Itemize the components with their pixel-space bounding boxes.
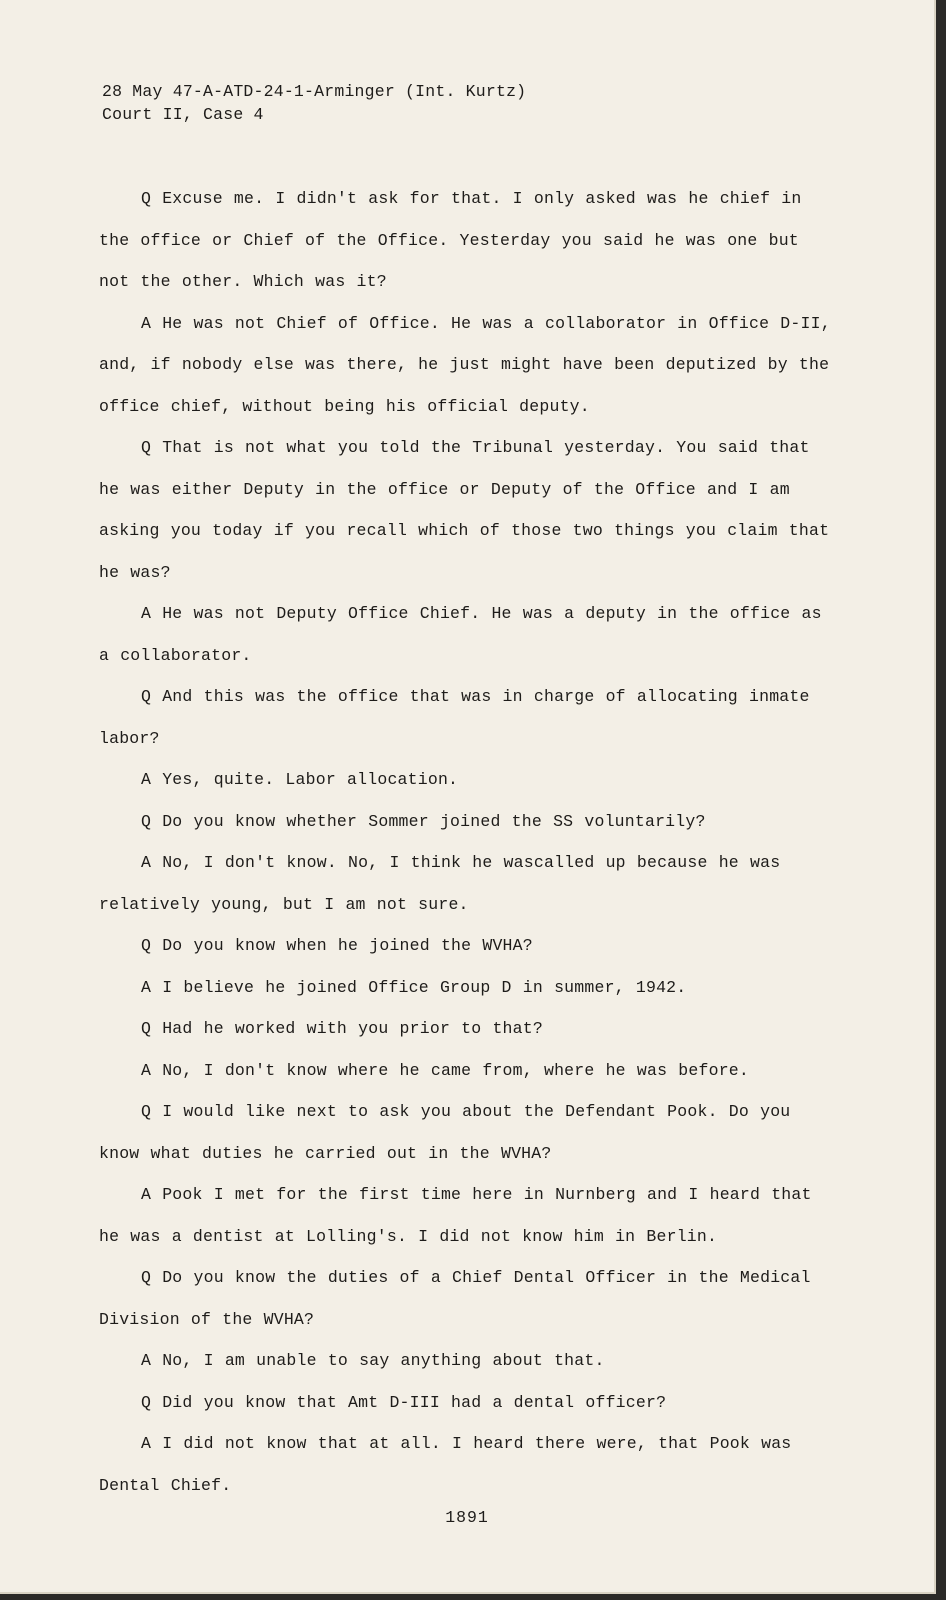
header-line-1: 28 May 47-A-ATD-24-1-Arminger (Int. Kurtz) bbox=[102, 82, 527, 101]
transcript-paragraph: A Pook I met for the first time here in Nurnberg and I heard that he was a dentist at Lolling's. I did not know him in Berlin. bbox=[99, 1185, 812, 1246]
transcript-paragraph: A No, I don't know. No, I think he wascalled up because he was relatively young, but I am not sure. bbox=[99, 853, 781, 914]
transcript-paragraph: Q I would like next to ask you about the Defendant Pook. Do you know what duties he carried out in the WVHA? bbox=[99, 1102, 791, 1163]
transcript-paragraph: Q Do you know the duties of a Chief Dental Officer in the Medical Division of the WVHA? bbox=[99, 1268, 811, 1329]
transcript-paragraph: Q That is not what you told the Tribunal yesterday. You said that he was either Deputy in the office or Deputy of the Office and I am asking you today if you recall which of those two things you claim that he was? bbox=[99, 438, 830, 582]
transcript-paragraph: A Yes, quite. Labor allocation. bbox=[141, 770, 459, 789]
transcript-body bbox=[99, 178, 839, 1506]
transcript-paragraph: Q Excuse me. I didn't ask for that. I only asked was he chief in the office or Chief of the Office. Yesterday you said he was one but not the other. Which was it? bbox=[99, 189, 802, 291]
transcript-paragraph: Q Do you know whether Sommer joined the SS voluntarily? bbox=[141, 811, 706, 831]
transcript-paragraph: Q And this was the office that was in charge of allocating inmate labor? bbox=[99, 687, 810, 748]
transcript-paragraph: Q Did you know that Amt D-III had a dental officer? bbox=[141, 1392, 667, 1412]
transcript-paragraph: A He was not Chief of Office. He was a collaborator in Office D-II, and, if nobody else was there, he just might have been deputized by the office chief, without being his official deputy. bbox=[99, 313, 831, 416]
transcript-paragraph: A He was not Deputy Office Chief. He was a deputy in the office as a collaborator. bbox=[99, 604, 822, 665]
transcript-paragraph: Q Had he worked with you prior to that? bbox=[141, 1019, 543, 1038]
transcript-paragraph: A I did not know that at all. I heard there were, that Pook was Dental Chief. bbox=[99, 1434, 792, 1495]
transcript-paragraph: A I believe he joined Office Group D in summer, 1942. bbox=[141, 977, 687, 997]
transcript-paragraph: A No, I am unable to say anything about that. bbox=[141, 1351, 605, 1370]
document-header bbox=[102, 80, 526, 126]
page-number: 1891 bbox=[445, 1508, 489, 1527]
header-line-2: Court II, Case 4 bbox=[102, 105, 264, 124]
transcript-paragraph: A No, I don't know where he came from, where he was before. bbox=[141, 1060, 749, 1080]
transcript-paragraph: Q Do you know when he joined the WVHA? bbox=[141, 936, 533, 955]
